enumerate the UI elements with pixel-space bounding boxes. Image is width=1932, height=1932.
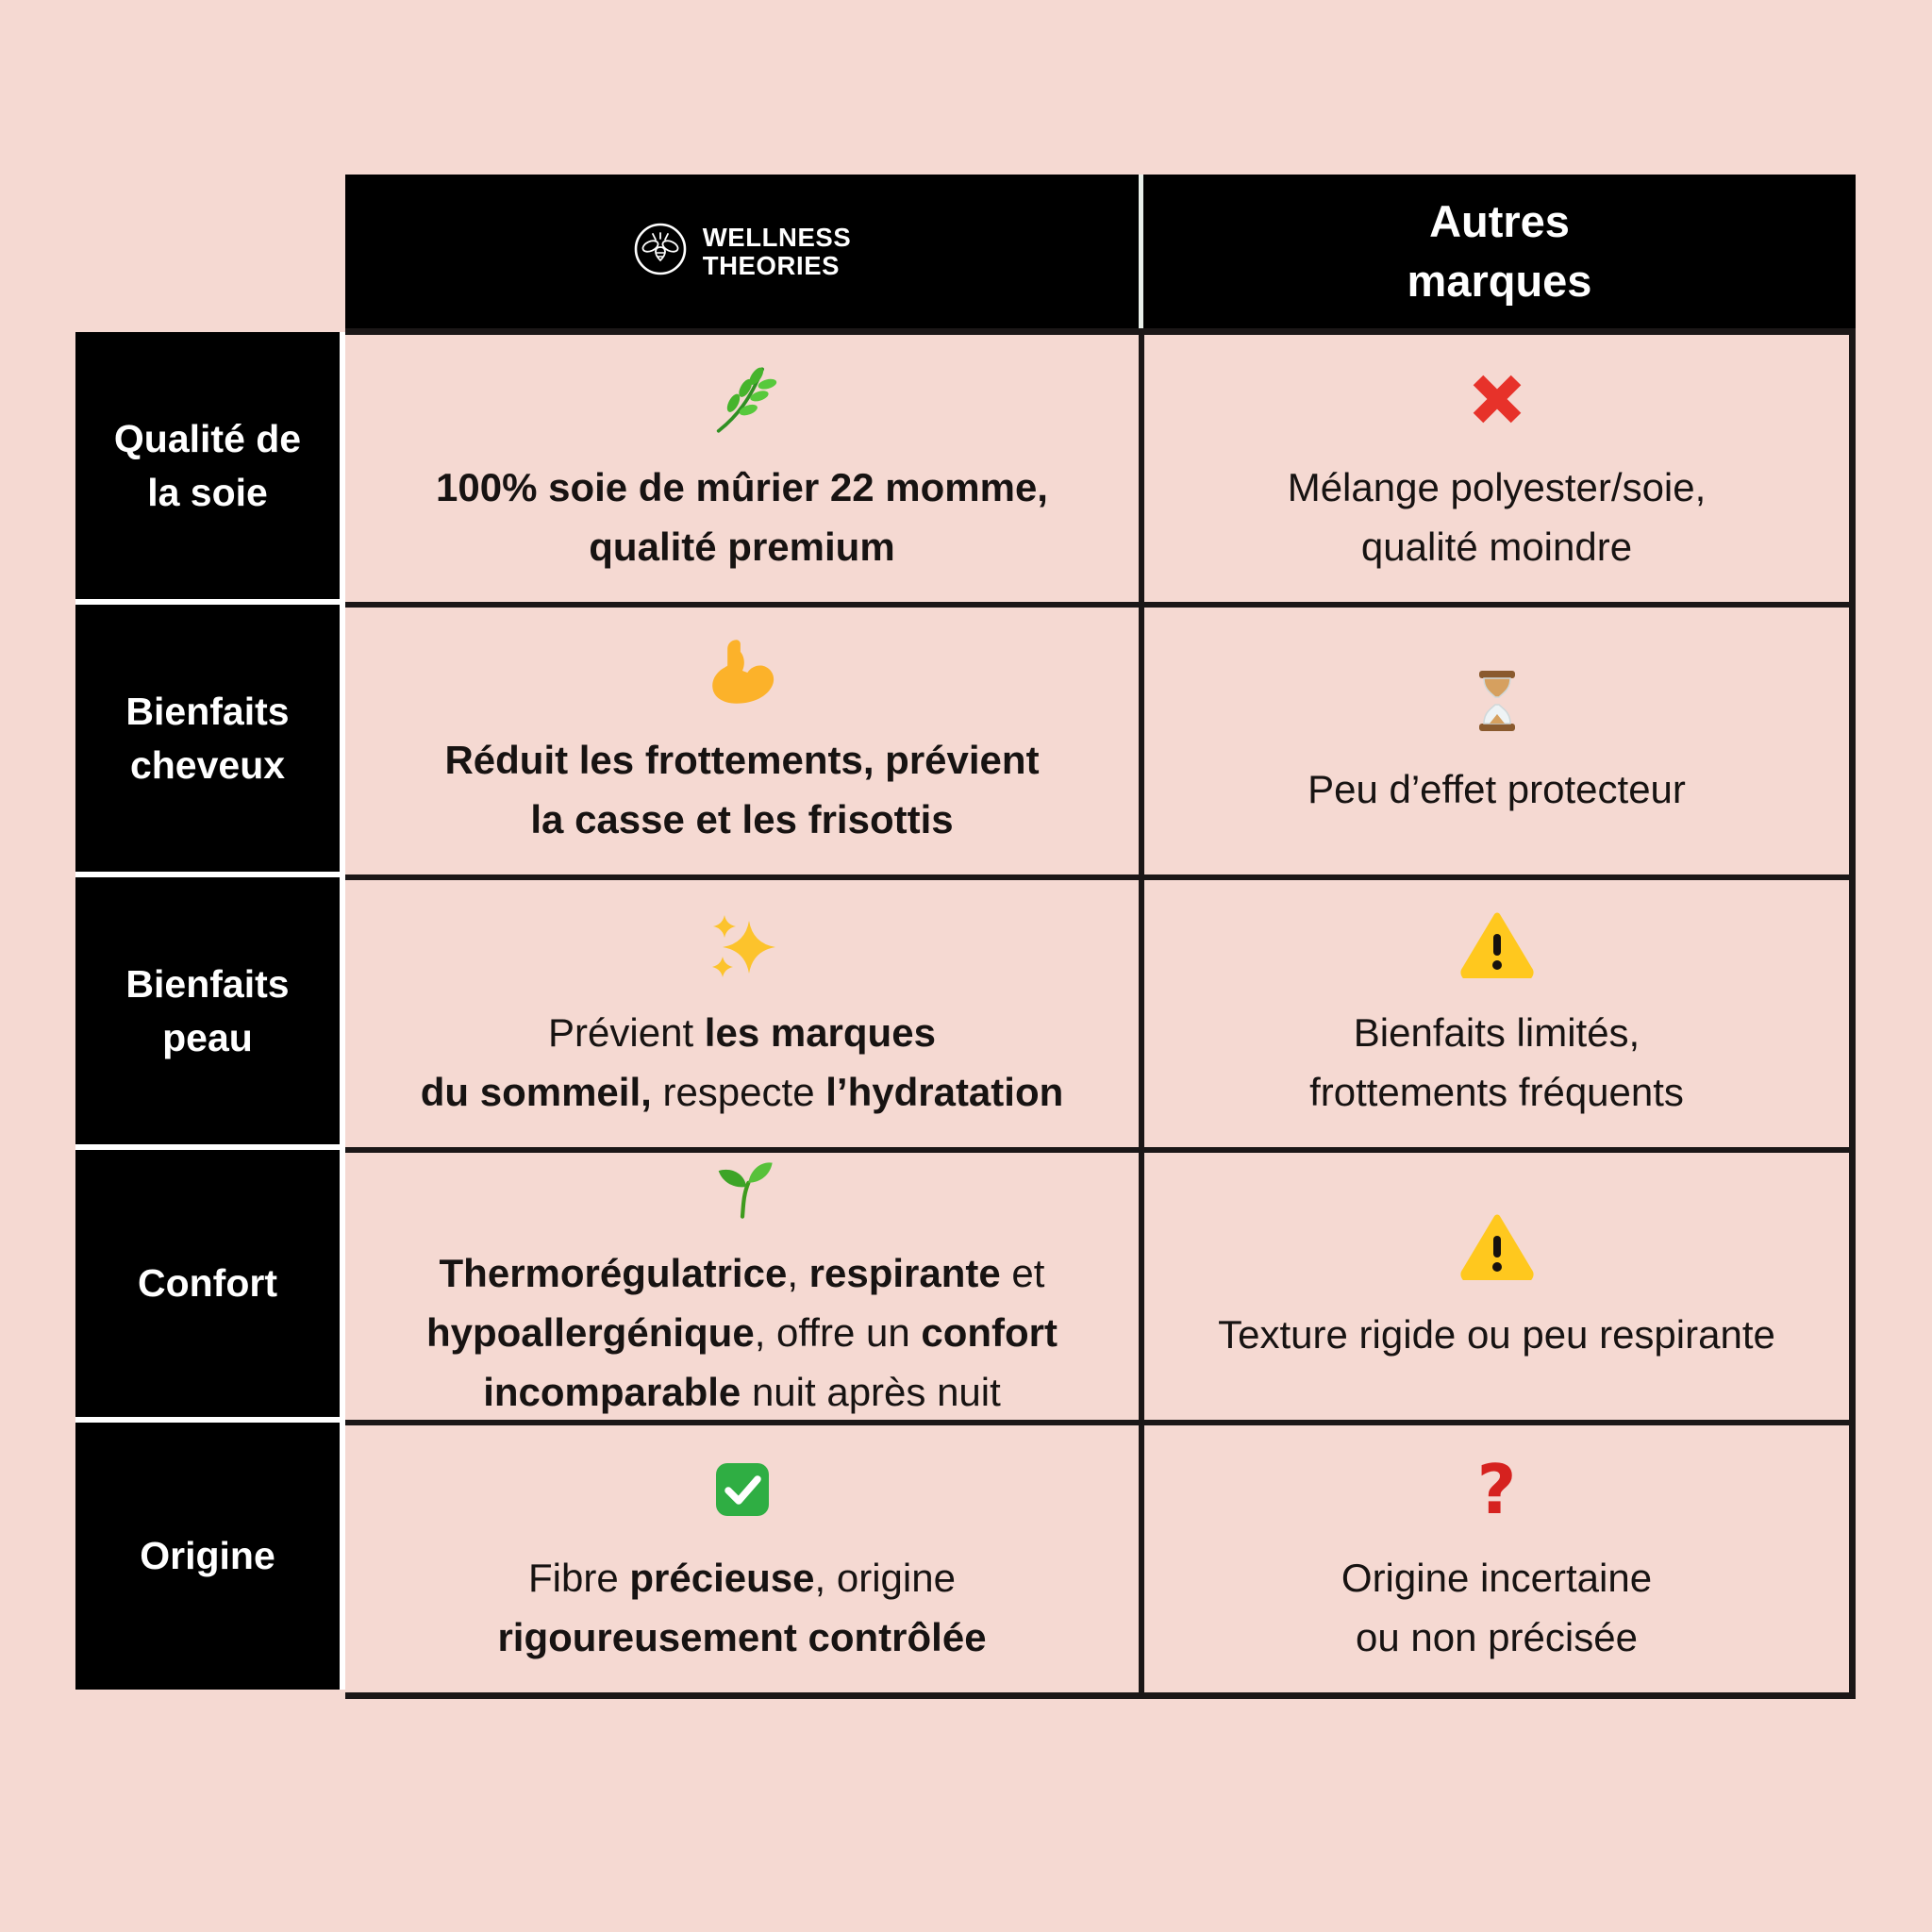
other-brands-cell [1144,608,1849,874]
row-label [75,605,340,872]
question-icon: ? [1476,1449,1517,1529]
table-row [345,1153,1849,1420]
cell-text: 100% soie de mûrier 22 momme, qualité premium [436,464,1048,569]
biceps-icon [707,634,778,709]
brand-name-line1: WELLNESS [702,222,852,252]
warning-icon [1460,907,1534,982]
table-row [345,880,1849,1147]
cell-text: Origine incertaine ou non précisée [1341,1555,1653,1659]
brand-name [703,224,852,279]
seedling-icon [707,1151,778,1223]
table-body [345,328,1856,1699]
bee-icon [633,222,688,281]
competitor-line1: Autres [1429,196,1570,247]
competitor-line2: marques [1407,255,1592,306]
row-label [75,332,340,599]
brand-cell [345,1153,1139,1420]
brand-cell [345,335,1139,602]
cell-text: Prévient les marques du sommeil, respecte l’hydratation [420,1009,1064,1114]
row-label [75,1423,340,1690]
brand-name-line2: THEORIES [702,250,841,280]
row-label-line: Confort [137,1261,277,1306]
cell-text: Bienfaits limités, frottements fréquents [1309,1009,1684,1114]
row-label-line: peau [162,1015,253,1059]
brand-cell [345,880,1139,1147]
brand-header-cell [345,175,1139,328]
other-brands-cell [1144,1153,1849,1420]
table-header [345,175,1856,328]
herb-icon [707,361,778,437]
other-brands-cell [1144,880,1849,1147]
table-row [345,1425,1849,1692]
hourglass-icon [1463,663,1531,739]
cell-text: Texture rigide ou peu respirante [1218,1312,1775,1357]
warning-icon [1460,1208,1534,1284]
cell-text: Fibre précieuse, origine rigoureusement contrôlée [497,1555,987,1659]
row-label-line: cheveux [129,742,286,787]
row-label [75,877,340,1144]
cross-icon [1463,361,1531,437]
row-label-line: Bienfaits [125,961,290,1006]
row-label-line: Origine [140,1534,275,1578]
row-label [75,1150,340,1417]
row-label-line: la soie [147,470,268,514]
row-label-line: Qualité de [113,416,302,460]
row-labels-column [75,332,340,1690]
cell-text: Réduit les frottements, prévient la casse et les frisottis [444,737,1040,841]
check-icon [708,1452,776,1527]
other-brands-cell [1144,335,1849,602]
row-label-line: Bienfaits [125,689,290,733]
cell-text: Thermorégulatrice, respirante et hypoallergénique, offre un confort incomparable nuit après nuit [425,1251,1058,1414]
brand-cell [345,608,1139,874]
sparkles-icon [706,907,779,982]
table-row [345,335,1849,602]
other-brands-cell [1144,1425,1849,1692]
table-row [345,608,1849,874]
cell-text: Mélange polyester/soie, qualité moindre [1287,464,1707,569]
competitor-header-cell [1143,175,1856,328]
brand-cell [345,1425,1139,1692]
cell-text: Peu d’effet protecteur [1307,767,1686,811]
